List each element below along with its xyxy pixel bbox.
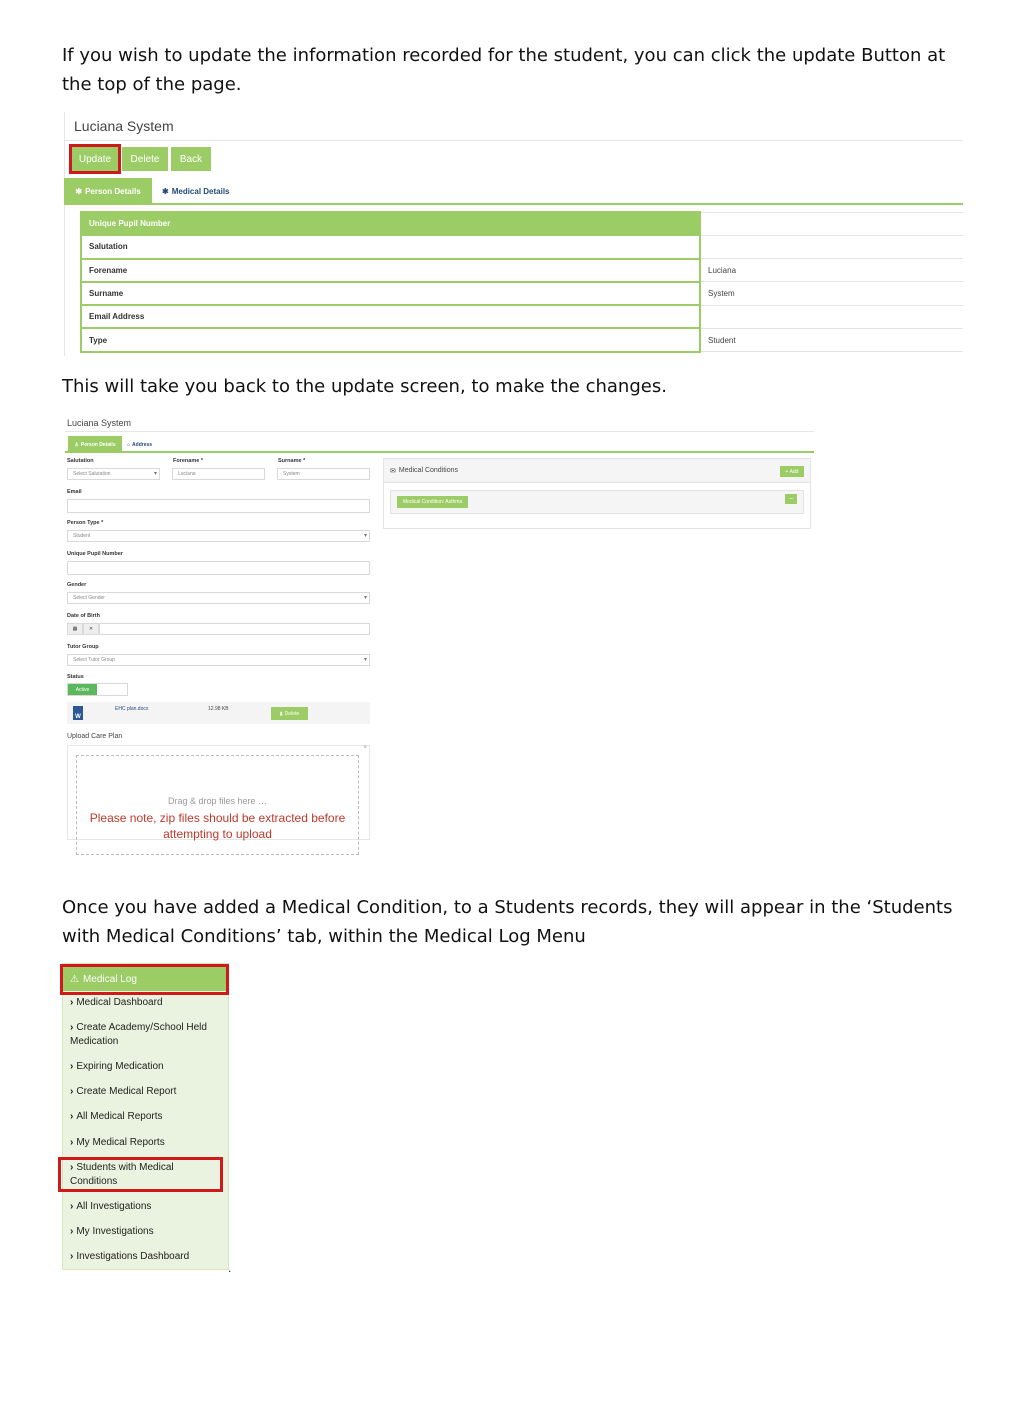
- instruction-paragraph-1: If you wish to update the information recorded for the student, you can click the update Button at the top of the page.: [62, 45, 946, 95]
- chevron-right-icon: ›: [70, 1111, 74, 1122]
- medical-conditions-panel: [383, 458, 811, 529]
- forename-label: Forename *: [173, 458, 203, 464]
- asterisk-icon: ✱: [75, 187, 83, 196]
- table-row: [81, 305, 963, 328]
- row-label: Salutation: [81, 235, 700, 258]
- menu-item-medical-dashboard[interactable]: › Medical Dashboard: [70, 997, 163, 1008]
- chevron-right-icon: ›: [70, 997, 74, 1008]
- file-name-link[interactable]: EHC plan.docx: [115, 706, 149, 712]
- dropzone-warning: Please note, zip files should be extracted before attempting to upload: [89, 811, 346, 841]
- update-form-screenshot: [62, 413, 814, 841]
- dob-field[interactable]: [99, 623, 370, 635]
- table-row: [81, 282, 963, 305]
- medical-log-menu-header[interactable]: ⚠ Medical Log: [62, 967, 226, 991]
- table-row: [81, 328, 963, 351]
- tab-medical-details[interactable]: ✱ Medical Details: [162, 187, 230, 196]
- surname-label: Surname *: [278, 458, 306, 464]
- menu-item-my-medical-reports[interactable]: › My Medical Reports: [70, 1137, 165, 1148]
- status-toggle[interactable]: [67, 683, 128, 696]
- care-plan-dropzone[interactable]: [67, 745, 370, 840]
- tab-person-details[interactable]: ♙ Person Details: [68, 436, 122, 453]
- person-type-label: Person Type *: [67, 520, 104, 526]
- tab-address[interactable]: ⌂ Address: [127, 441, 153, 448]
- row-value: System: [700, 282, 963, 305]
- menu-item-create-held-medication[interactable]: › Create Academy/School Held Medication: [70, 1022, 207, 1047]
- remove-condition-button[interactable]: −: [785, 494, 797, 504]
- tab-person-details[interactable]: ✱ Person Details: [64, 178, 152, 205]
- chevron-right-icon: ›: [70, 1061, 74, 1072]
- row-label: Email Address: [81, 305, 700, 328]
- row-value: [700, 305, 963, 328]
- delete-file-button[interactable]: ▮ Delete: [271, 707, 308, 720]
- attached-file-row: [67, 702, 370, 724]
- status-label: Status: [67, 674, 84, 680]
- add-condition-button[interactable]: + Add: [780, 466, 804, 477]
- delete-button[interactable]: Delete: [122, 147, 168, 171]
- upload-care-plan-label: Upload Care Plan: [67, 733, 123, 740]
- person-details-table: [80, 211, 963, 353]
- table-row: [81, 212, 963, 235]
- update-button[interactable]: Update: [72, 147, 118, 171]
- menu-item-all-investigations[interactable]: › All Investigations: [70, 1201, 152, 1212]
- chevron-right-icon: ›: [70, 1086, 74, 1097]
- instruction-paragraph-3: Once you have added a Medical Condition, to a Students records, they will appear in the ‘Students with Medical Conditions’ tab, within the Medical Log Menu: [62, 897, 953, 947]
- menu-item-investigations-dashboard[interactable]: › Investigations Dashboard: [70, 1251, 190, 1262]
- asterisk-icon: ✱: [162, 187, 169, 196]
- forename-field[interactable]: Luciana: [172, 468, 265, 480]
- warning-icon: ⚠: [70, 973, 79, 985]
- status-active-label: Active: [68, 684, 97, 695]
- students-with-medical-conditions-highlight: [58, 1157, 223, 1192]
- surname-field[interactable]: System: [277, 468, 370, 480]
- calendar-icon[interactable]: ▦: [67, 623, 83, 635]
- menu-item-all-medical-reports[interactable]: › All Medical Reports: [70, 1111, 163, 1122]
- tutor-group-select[interactable]: Select Tutor Group ▾: [67, 654, 370, 666]
- tutor-group-label: Tutor Group: [67, 644, 99, 650]
- dob-label: Date of Birth: [67, 613, 100, 619]
- row-label: Unique Pupil Number: [81, 212, 700, 235]
- form-tabs: [65, 436, 814, 453]
- medical-conditions-title: Medical Conditions: [398, 467, 459, 474]
- row-label: Type: [81, 328, 700, 351]
- row-value: Student: [700, 328, 963, 351]
- email-field[interactable]: [67, 499, 370, 513]
- details-tabs: [64, 178, 963, 205]
- instruction-paragraph-2: This will take you back to the update screen, to make the changes.: [62, 376, 667, 397]
- file-size: 12.98 KB: [208, 706, 229, 712]
- chevron-right-icon: ›: [70, 1022, 74, 1033]
- gender-label: Gender: [67, 582, 87, 588]
- menu-item-students-with-medical-conditions[interactable]: › Students with Medical Conditions: [70, 1162, 174, 1187]
- trash-icon: ▮: [279, 710, 283, 717]
- chevron-right-icon: ›: [70, 1251, 74, 1262]
- envelope-icon: ✉: [390, 467, 396, 475]
- row-label: Surname: [81, 282, 700, 305]
- salutation-label: Salutation: [67, 458, 94, 464]
- upn-field[interactable]: [67, 561, 370, 575]
- chevron-right-icon: ›: [70, 1162, 74, 1173]
- table-row: [81, 235, 963, 258]
- person-type-select[interactable]: Student ▾: [67, 530, 370, 542]
- chevron-right-icon: ›: [70, 1137, 74, 1148]
- menu-item-expiring-medication[interactable]: › Expiring Medication: [70, 1061, 164, 1072]
- menu-item-create-medical-report[interactable]: › Create Medical Report: [70, 1086, 177, 1097]
- word-document-icon: W: [73, 706, 83, 720]
- medical-log-menu-screenshot: [60, 963, 232, 1275]
- chevron-right-icon: ›: [70, 1226, 74, 1237]
- medical-log-highlight: [60, 964, 229, 995]
- gender-select[interactable]: Select Gender ▾: [67, 592, 370, 604]
- home-icon: ⌂: [127, 441, 131, 448]
- back-button[interactable]: Back: [171, 147, 211, 171]
- row-label: Forename: [81, 259, 700, 282]
- table-row: [81, 259, 963, 282]
- email-label: Email: [67, 489, 82, 495]
- chevron-right-icon: ›: [70, 1201, 74, 1212]
- upn-label: Unique Pupil Number: [67, 551, 123, 557]
- salutation-select[interactable]: Select Salutation ▾: [67, 468, 160, 480]
- row-value: [700, 212, 963, 235]
- record-title: Luciana System: [74, 118, 174, 134]
- medical-condition-tag[interactable]: Medical Condition: Asthma: [397, 496, 468, 508]
- row-value: [700, 235, 963, 258]
- dropzone-hint: Drag & drop files here …: [167, 796, 268, 806]
- menu-item-my-investigations[interactable]: › My Investigations: [70, 1226, 154, 1237]
- medical-condition-item: [390, 490, 804, 514]
- record-view-screenshot: [62, 112, 963, 356]
- clear-icon[interactable]: ✕: [83, 623, 99, 635]
- person-icon: ♙: [74, 441, 79, 448]
- close-icon[interactable]: ×: [363, 745, 367, 751]
- form-title: Luciana System: [67, 418, 132, 428]
- row-value: Luciana: [700, 259, 963, 282]
- trailing-period: .: [228, 1261, 232, 1275]
